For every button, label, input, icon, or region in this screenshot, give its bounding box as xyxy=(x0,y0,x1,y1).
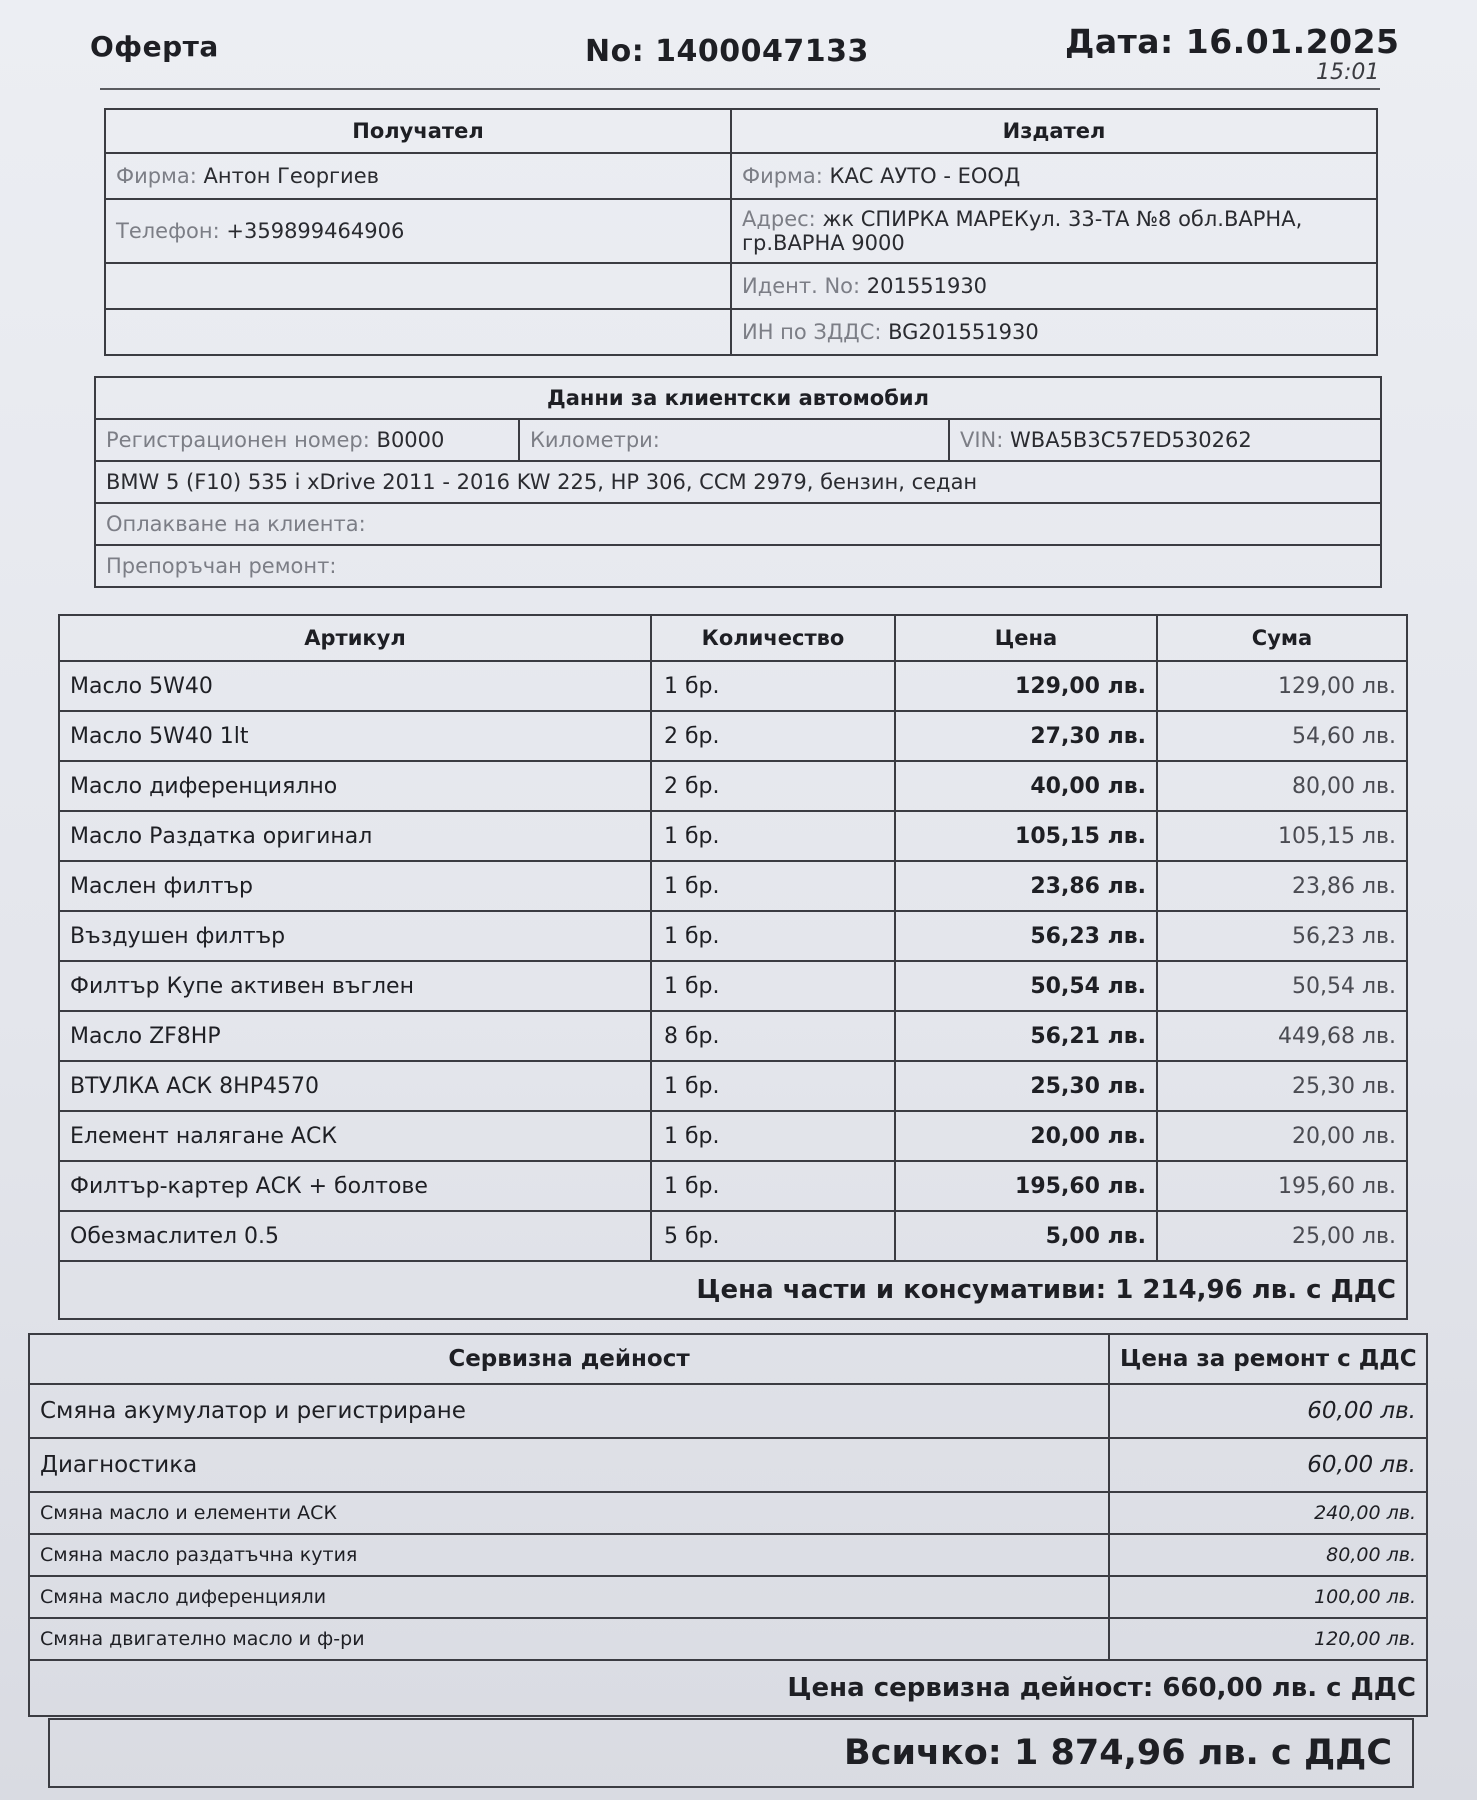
item-quantity: 1 бр. xyxy=(651,1111,895,1161)
service-row xyxy=(29,1492,1427,1534)
item-sum: 50,54 лв. xyxy=(1157,961,1407,1011)
issuer-company: КАС АУТО - ЕООД xyxy=(829,164,1021,188)
items-header-sum: Сума xyxy=(1157,615,1407,661)
issuer-address-line2: гр.ВАРНА 9000 xyxy=(742,231,905,255)
service-price: 60,00 лв. xyxy=(1109,1384,1427,1438)
service-price: 60,00 лв. xyxy=(1109,1438,1427,1492)
document-date: Дата: 16.01.2025 xyxy=(1065,22,1400,61)
item-sum: 54,60 лв. xyxy=(1157,711,1407,761)
item-price: 27,30 лв. xyxy=(895,711,1157,761)
item-quantity: 2 бр. xyxy=(651,761,895,811)
items-total: Цена части и консумативи: 1 214,96 лв. с ДДС xyxy=(59,1261,1407,1319)
document-time: 15:01 xyxy=(1316,60,1380,85)
item-name: Елемент налягане АСК xyxy=(59,1111,651,1161)
vehicle-vin-cell xyxy=(949,419,1381,461)
item-sum: 105,15 лв. xyxy=(1157,811,1407,861)
item-row xyxy=(59,661,1407,711)
services-table xyxy=(28,1333,1428,1717)
vehicle-table xyxy=(94,376,1382,588)
issuer-ident-cell xyxy=(731,263,1377,309)
item-quantity: 1 бр. xyxy=(651,961,895,1011)
recipient-phone: +359899464906 xyxy=(226,219,405,243)
service-row xyxy=(29,1534,1427,1576)
issuer-ident-label: Идент. No: xyxy=(742,274,861,298)
item-price: 50,54 лв. xyxy=(895,961,1157,1011)
item-sum: 195,60 лв. xyxy=(1157,1161,1407,1211)
recipient-header: Получател xyxy=(105,109,731,153)
item-name: Обезмаслител 0.5 xyxy=(59,1211,651,1261)
issuer-address-label: Адрес: xyxy=(742,207,816,231)
item-row xyxy=(59,961,1407,1011)
grand-total: Всичко: 1 874,96 лв. с ДДС xyxy=(49,1719,1413,1787)
item-quantity: 8 бр. xyxy=(651,1011,895,1061)
item-quantity: 1 бр. xyxy=(651,811,895,861)
service-row xyxy=(29,1438,1427,1492)
vehicle-km-cell xyxy=(519,419,949,461)
item-row xyxy=(59,1211,1407,1261)
item-quantity: 1 бр. xyxy=(651,1061,895,1111)
services-header-activity: Сервизна дейност xyxy=(29,1334,1109,1384)
issuer-address-cell xyxy=(731,199,1377,263)
item-row xyxy=(59,911,1407,961)
item-name: Масло Раздатка оригинал xyxy=(59,811,651,861)
service-name: Смяна масло и елементи АСК xyxy=(29,1492,1109,1534)
vehicle-vin: WBA5B3C57ED530262 xyxy=(1010,428,1252,452)
item-row xyxy=(59,1061,1407,1111)
item-row xyxy=(59,1161,1407,1211)
recipient-company-cell xyxy=(105,153,731,199)
document-number: No: 1400047133 xyxy=(585,34,869,69)
items-header-article: Артикул xyxy=(59,615,651,661)
recipient-phone-label: Телефон: xyxy=(116,219,220,243)
service-name: Смяна масло диференцияли xyxy=(29,1576,1109,1618)
item-price: 40,00 лв. xyxy=(895,761,1157,811)
issuer-company-label: Фирма: xyxy=(742,164,823,188)
vehicle-header: Данни за клиентски автомобил xyxy=(95,377,1381,419)
issuer-ident: 201551930 xyxy=(866,274,988,298)
service-row xyxy=(29,1576,1427,1618)
item-name: Масло ZF8HP xyxy=(59,1011,651,1061)
service-row xyxy=(29,1618,1427,1660)
services-body xyxy=(29,1384,1427,1660)
item-sum: 25,30 лв. xyxy=(1157,1061,1407,1111)
issuer-vat: BG201551930 xyxy=(888,320,1039,344)
vehicle-km-label: Километри: xyxy=(530,428,660,452)
services-total: Цена сервизна дейност: 660,00 лв. с ДДС xyxy=(29,1660,1427,1716)
parties-table xyxy=(104,108,1378,356)
item-quantity: 2 бр. xyxy=(651,711,895,761)
services-header-price: Цена за ремонт с ДДС xyxy=(1109,1334,1427,1384)
service-price: 100,00 лв. xyxy=(1109,1576,1427,1618)
recipient-company-label: Фирма: xyxy=(116,164,197,188)
service-price: 80,00 лв. xyxy=(1109,1534,1427,1576)
header-divider xyxy=(100,88,1380,90)
vehicle-vin-label: VIN: xyxy=(960,428,1004,452)
vehicle-reg: B0000 xyxy=(376,428,445,452)
item-quantity: 1 бр. xyxy=(651,911,895,961)
item-price: 5,00 лв. xyxy=(895,1211,1157,1261)
recipient-phone-cell xyxy=(105,199,731,263)
vehicle-description: BMW 5 (F10) 535 i xDrive 2011 - 2016 KW 225, HP 306, CCM 2979, бензин, седан xyxy=(95,461,1381,503)
item-price: 56,23 лв. xyxy=(895,911,1157,961)
item-row xyxy=(59,761,1407,811)
item-price: 25,30 лв. xyxy=(895,1061,1157,1111)
item-price: 56,21 лв. xyxy=(895,1011,1157,1061)
item-row xyxy=(59,1011,1407,1061)
item-quantity: 5 бр. xyxy=(651,1211,895,1261)
item-sum: 129,00 лв. xyxy=(1157,661,1407,711)
item-name: Филтър-картер АСК + болтове xyxy=(59,1161,651,1211)
recipient-empty-cell xyxy=(105,309,731,355)
issuer-vat-cell xyxy=(731,309,1377,355)
service-name: Смяна масло раздатъчна кутия xyxy=(29,1534,1109,1576)
item-row xyxy=(59,861,1407,911)
item-price: 195,60 лв. xyxy=(895,1161,1157,1211)
item-name: Масло диференциялно xyxy=(59,761,651,811)
recipient-company: Антон Георгиев xyxy=(203,164,379,188)
items-header-price: Цена xyxy=(895,615,1157,661)
item-sum: 80,00 лв. xyxy=(1157,761,1407,811)
item-sum: 56,23 лв. xyxy=(1157,911,1407,961)
item-quantity: 1 бр. xyxy=(651,861,895,911)
vehicle-reg-cell xyxy=(95,419,519,461)
issuer-company-cell xyxy=(731,153,1377,199)
item-name: Въздушен филтър xyxy=(59,911,651,961)
item-price: 20,00 лв. xyxy=(895,1111,1157,1161)
service-name: Смяна акумулатор и регистриране xyxy=(29,1384,1109,1438)
item-sum: 23,86 лв. xyxy=(1157,861,1407,911)
recipient-empty-cell xyxy=(105,263,731,309)
item-price: 23,86 лв. xyxy=(895,861,1157,911)
item-row xyxy=(59,1111,1407,1161)
items-table xyxy=(58,614,1408,1320)
issuer-header: Издател xyxy=(731,109,1377,153)
service-price: 120,00 лв. xyxy=(1109,1618,1427,1660)
item-name: Маслен филтър xyxy=(59,861,651,911)
item-name: Филтър Купе активен въглен xyxy=(59,961,651,1011)
item-name: Масло 5W40 1lt xyxy=(59,711,651,761)
item-price: 129,00 лв. xyxy=(895,661,1157,711)
vehicle-reg-label: Регистрационен номер: xyxy=(106,428,370,452)
grand-total-table xyxy=(48,1718,1414,1788)
item-row xyxy=(59,811,1407,861)
item-quantity: 1 бр. xyxy=(651,1161,895,1211)
document-title: Оферта xyxy=(90,30,219,63)
service-name: Смяна двигателно масло и ф-ри xyxy=(29,1618,1109,1660)
item-row xyxy=(59,711,1407,761)
issuer-vat-label: ИН по ЗДДС: xyxy=(742,320,882,344)
service-name: Диагностика xyxy=(29,1438,1109,1492)
items-body xyxy=(59,661,1407,1261)
vehicle-recommended-label: Препоръчан ремонт: xyxy=(95,545,1381,587)
item-sum: 20,00 лв. xyxy=(1157,1111,1407,1161)
service-price: 240,00 лв. xyxy=(1109,1492,1427,1534)
item-name: Масло 5W40 xyxy=(59,661,651,711)
document-header xyxy=(0,20,1477,90)
item-name: ВТУЛКА АСК 8HP4570 xyxy=(59,1061,651,1111)
issuer-address-line1: жк СПИРКА МАРЕКул. 33-ТА №8 обл.ВАРНА, xyxy=(822,207,1303,231)
items-header-quantity: Количество xyxy=(651,615,895,661)
item-quantity: 1 бр. xyxy=(651,661,895,711)
item-price: 105,15 лв. xyxy=(895,811,1157,861)
item-sum: 25,00 лв. xyxy=(1157,1211,1407,1261)
service-row xyxy=(29,1384,1427,1438)
item-sum: 449,68 лв. xyxy=(1157,1011,1407,1061)
vehicle-complaint-label: Оплакване на клиента: xyxy=(95,503,1381,545)
